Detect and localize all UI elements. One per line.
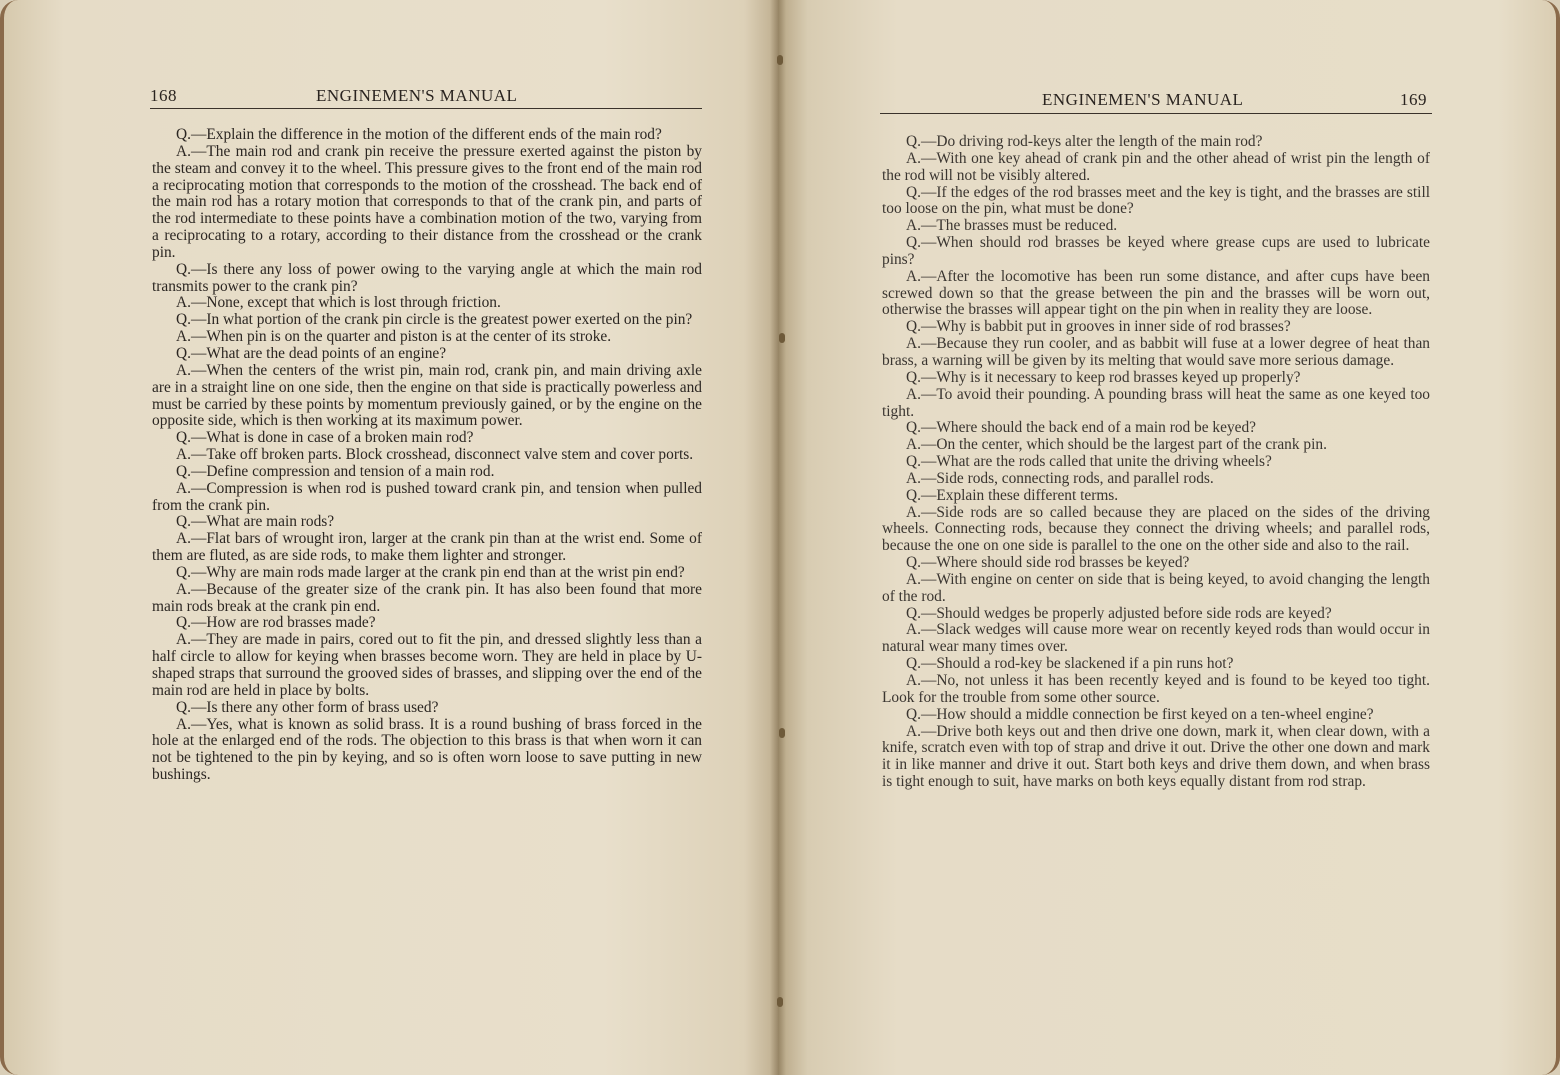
left-body-text (152, 127, 702, 784)
answer-paragraph: A.—Flat bars of wrought iron, larger at the crank pin than at the wrist end. Some of them are fluted, as are side rods, to make them lighter and stronger. (152, 530, 702, 565)
question-paragraph: Q.—Why are main rods made larger at the crank pin end than at the wrist pin end? (176, 563, 685, 581)
question-paragraph: Q.—Explain these different terms. (906, 486, 1119, 504)
right-running-head: ENGINEMEN'S MANUAL (1042, 90, 1244, 109)
answer-paragraph: A.—On the center, which should be the largest part of the crank pin. (906, 436, 1327, 454)
right-header-rule (880, 113, 1432, 114)
binding-stitch (779, 333, 785, 343)
question-paragraph: Q.—What is done in case of a broken main rod? (176, 429, 474, 447)
left-header-rule (150, 108, 702, 109)
answer-paragraph: A.—The main rod and crank pin receive the pressure exerted against the piston by the steam and convey it to the wheel. This pressure gives to the front end of the main rod a reciprocating motion that corresponds to the motion of the crosshead. The back end of the main rod has a rotary motion that corresponds to that of the crank pin, and parts of the rod intermediate to these points have a combination motion of the two, varying from a reciprocating to a rotary, according to their distance from the crosshead or the crank pin. (152, 142, 702, 261)
left-running-head: ENGINEMEN'S MANUAL (316, 86, 518, 105)
answer-paragraph: A.—Yes, what is known as solid brass. It is a round bushing of brass forced in the hole at the enlarged end of the rods. The objection to this brass is that when worn it can not be tightened to the pin by keying, and so is often worn loose to save putting in new bushings. (152, 715, 702, 784)
answer-paragraph: A.—They are made in pairs, cored out to fit the pin, and dressed slightly less than a half circle to allow for keying when brasses become worn. They are held in place by U-shaped straps that surround the grooved sides of brasses, and slipping over the end of the main rod are held in place by bolts. (152, 631, 702, 699)
book-gutter (770, 0, 786, 1075)
question-paragraph: Q.—Define compression and tension of a main rod. (176, 462, 495, 480)
answer-paragraph: A.—Slack wedges will cause more wear on recently keyed rods than would occur in natural wear many times over. (882, 621, 1430, 656)
question-paragraph: Q.—In what portion of the crank pin circle is the greatest power exerted on the pin? (176, 311, 693, 329)
answer-paragraph: A.—None, except that which is lost through friction. (176, 294, 501, 312)
answer-paragraph: A.—When pin is on the quarter and piston is at the center of its stroke. (176, 328, 612, 346)
answer-paragraph: A.—Side rods, connecting rods, and parallel rods. (906, 469, 1214, 487)
question-paragraph: Q.—Explain the difference in the motion of the different ends of the main rod? (176, 126, 662, 143)
answer-paragraph: A.—When the centers of the wrist pin, main rod, crank pin, and main driving axle are in a straight line on one side, then the engine on that side is practically powerless and must be carried by these points by momentum previously gained, or by the engine on the opposite side, which is then working at its maximum power. (152, 361, 702, 430)
question-paragraph: Q.—How are rod brasses made? (176, 614, 376, 632)
binding-stitch (779, 728, 785, 738)
question-paragraph: Q.—Should wedges be properly adjusted before side rods are keyed? (906, 604, 1332, 622)
right-page-number: 169 (1400, 90, 1427, 109)
binding-stitch (777, 997, 783, 1007)
answer-paragraph: A.—Because of the greater size of the crank pin. It has also been found that more main rods break at the crank pin end. (152, 580, 702, 615)
answer-paragraph: A.—With engine on center on side that is being keyed, to avoid changing the length of the rod. (882, 570, 1430, 605)
left-page-number: 168 (150, 86, 177, 105)
right-body-text (882, 134, 1430, 791)
answer-paragraph: A.—Compression is when rod is pushed toward crank pin, and tension when pulled from the crank pin. (152, 479, 702, 514)
question-paragraph: Q.—Is there any loss of power owing to the varying angle at which the main rod transmits power to the crank pin? (152, 260, 702, 295)
question-paragraph: Q.—When should rod brasses be keyed where grease cups are used to lubricate pins? (882, 234, 1430, 268)
question-paragraph: Q.—Why is babbit put in grooves in inner side of rod brasses? (906, 318, 1291, 336)
answer-paragraph: A.—With one key ahead of crank pin and the other ahead of wrist pin the length of the rod will not be visibly altered. (882, 149, 1430, 184)
question-paragraph: Q.—What are the rods called that unite the driving wheels? (906, 453, 1272, 471)
question-paragraph: Q.—Do driving rod-keys alter the length of the main rod? (906, 133, 1263, 150)
answer-paragraph: A.—To avoid their pounding. A pounding brass will heat the same as one keyed too tight. (882, 385, 1430, 420)
answer-paragraph: A.—The brasses must be reduced. (906, 217, 1118, 235)
answer-paragraph: A.—Drive both keys out and then drive one down, mark it, when clear down, with a knife, scratch even with top of strap and drive it out. Drive the other one down and mark it in like manner and drive it out. Start both keys and drive them down, and when brass is tight enough to suit, have marks on both keys equally distant from rod strap. (882, 722, 1430, 791)
question-paragraph: Q.—Should a rod-key be slackened if a pin runs hot? (906, 655, 1234, 673)
answer-paragraph: A.—Because they run cooler, and as babbit will fuse at a lower degree of heat than brass, a warning will be given by its melting that would save more serious damage. (882, 335, 1430, 369)
answer-paragraph: A.—No, not unless it has been recently keyed and is found to be keyed too tight. Look for the trouble from some other source. (882, 672, 1430, 706)
answer-paragraph: A.—Take off broken parts. Block crosshead, disconnect valve stem and cover ports. (176, 446, 694, 464)
question-paragraph: Q.—If the edges of the rod brasses meet and the key is tight, and the brasses are still too loose on the pin, what must be done? (882, 183, 1430, 218)
question-paragraph: Q.—Why is it necessary to keep rod brasses keyed up properly? (906, 368, 1301, 386)
question-paragraph: Q.—What are main rods? (176, 513, 335, 531)
question-paragraph: Q.—What are the dead points of an engine? (176, 344, 447, 362)
answer-paragraph: A.—Side rods are so called because they are placed on the sides of the driving wheels. Connecting rods, because they connect the driving wheels; and parallel rods, because the one on one side is parallel to the one on the other side and also to the rail. (882, 503, 1430, 555)
question-paragraph: Q.—How should a middle connection be first keyed on a ten-wheel engine? (906, 705, 1374, 723)
left-page (0, 0, 778, 1075)
question-paragraph: Q.—Is there any other form of brass used? (176, 698, 439, 716)
right-page (778, 0, 1560, 1075)
question-paragraph: Q.—Where should side rod brasses be keyed? (906, 554, 1190, 572)
answer-paragraph: A.—After the locomotive has been run some distance, and after cups have been screwed down so that the grease between the pin and the brasses will be worn out, otherwise the brasses will appear tight on the pin when in reality they are loose. (882, 267, 1430, 319)
question-paragraph: Q.—Where should the back end of a main rod be keyed? (906, 419, 1257, 437)
binding-stitch (777, 55, 783, 65)
